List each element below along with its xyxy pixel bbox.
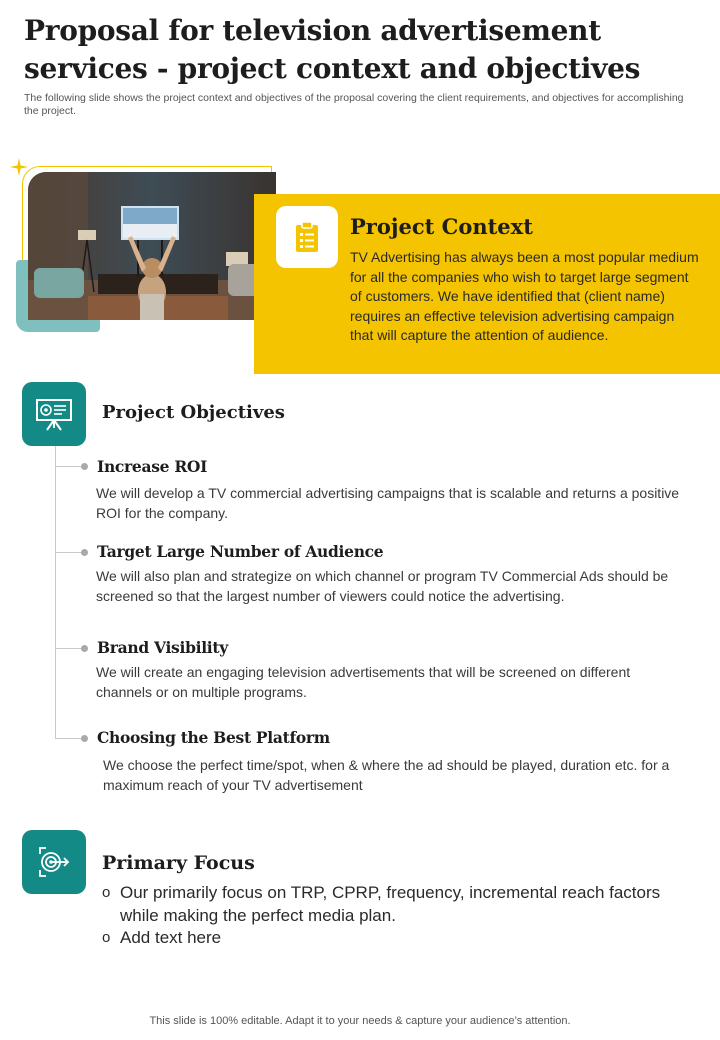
clipboard-icon: [295, 222, 319, 252]
bullet-mark: o: [102, 929, 111, 946]
objective-text: We will develop a TV commercial advertising campaigns that is scalable and returns a positive ROI for the company.: [96, 485, 680, 521]
tv-viewer-photo: [28, 172, 276, 320]
objective-text: We will also plan and strategize on which channel or program TV Commercial Ads should be screened so that the largest number of viewers could notice the advertising.: [96, 568, 669, 604]
timeline-dot: [81, 549, 88, 556]
objective-heading: Target Large Number of Audience: [97, 542, 384, 561]
objectives-timeline: [55, 446, 56, 738]
objective-text: We choose the perfect time/spot, when & where the ad should be played, duration etc. for a maximum reach of your TV advertisement: [103, 757, 670, 793]
timeline-connector: [55, 552, 83, 553]
objective-heading: Increase ROI: [97, 457, 208, 476]
timeline-dot: [81, 735, 88, 742]
timeline-connector: [55, 466, 83, 467]
objectives-icon-tile: [22, 382, 86, 446]
project-context-title: Project Context: [350, 214, 533, 239]
project-context-text: TV Advertising has always been a most popular medium for all the companies who wish to target large segment of customers. We have identified that (client name) requires an effective television advertising campaign that will capture the attention of audience.: [350, 249, 699, 343]
timeline-connector: [55, 648, 83, 649]
target-icon: [34, 842, 74, 882]
footer-note: This slide is 100% editable. Adapt it to your needs & capture your audience’s attention.: [149, 1015, 571, 1027]
objective-heading: Brand Visibility: [97, 638, 228, 657]
list-item: o Add text here: [102, 927, 702, 950]
slide-subtitle: The following slide shows the project context and objectives of the proposal covering the client requirements, and objectives for accomplishing the project.: [24, 92, 684, 117]
project-objectives-title: Project Objectives: [102, 402, 285, 423]
presentation-board-icon: [34, 394, 74, 434]
list-item: o Our primarily focus on TRP, CPRP, frequency, incremental reach factors while making the perfect media plan.: [102, 883, 661, 925]
bullet-mark: o: [102, 884, 111, 901]
timeline-dot: [81, 645, 88, 652]
slide-title: Proposal for television advertisement services - project context and objectives: [24, 14, 641, 85]
primary-focus-title: Primary Focus: [102, 852, 255, 874]
timeline-connector: [55, 738, 83, 739]
objective-text: We will create an engaging television advertisements that will be screened on different channels or on multiple programs.: [96, 664, 631, 700]
timeline-dot: [81, 463, 88, 470]
primary-focus-list: [102, 882, 702, 950]
project-context-icon-tile: [276, 206, 338, 268]
objective-heading: Choosing the Best Platform: [97, 728, 330, 747]
focus-icon-tile: [22, 830, 86, 894]
